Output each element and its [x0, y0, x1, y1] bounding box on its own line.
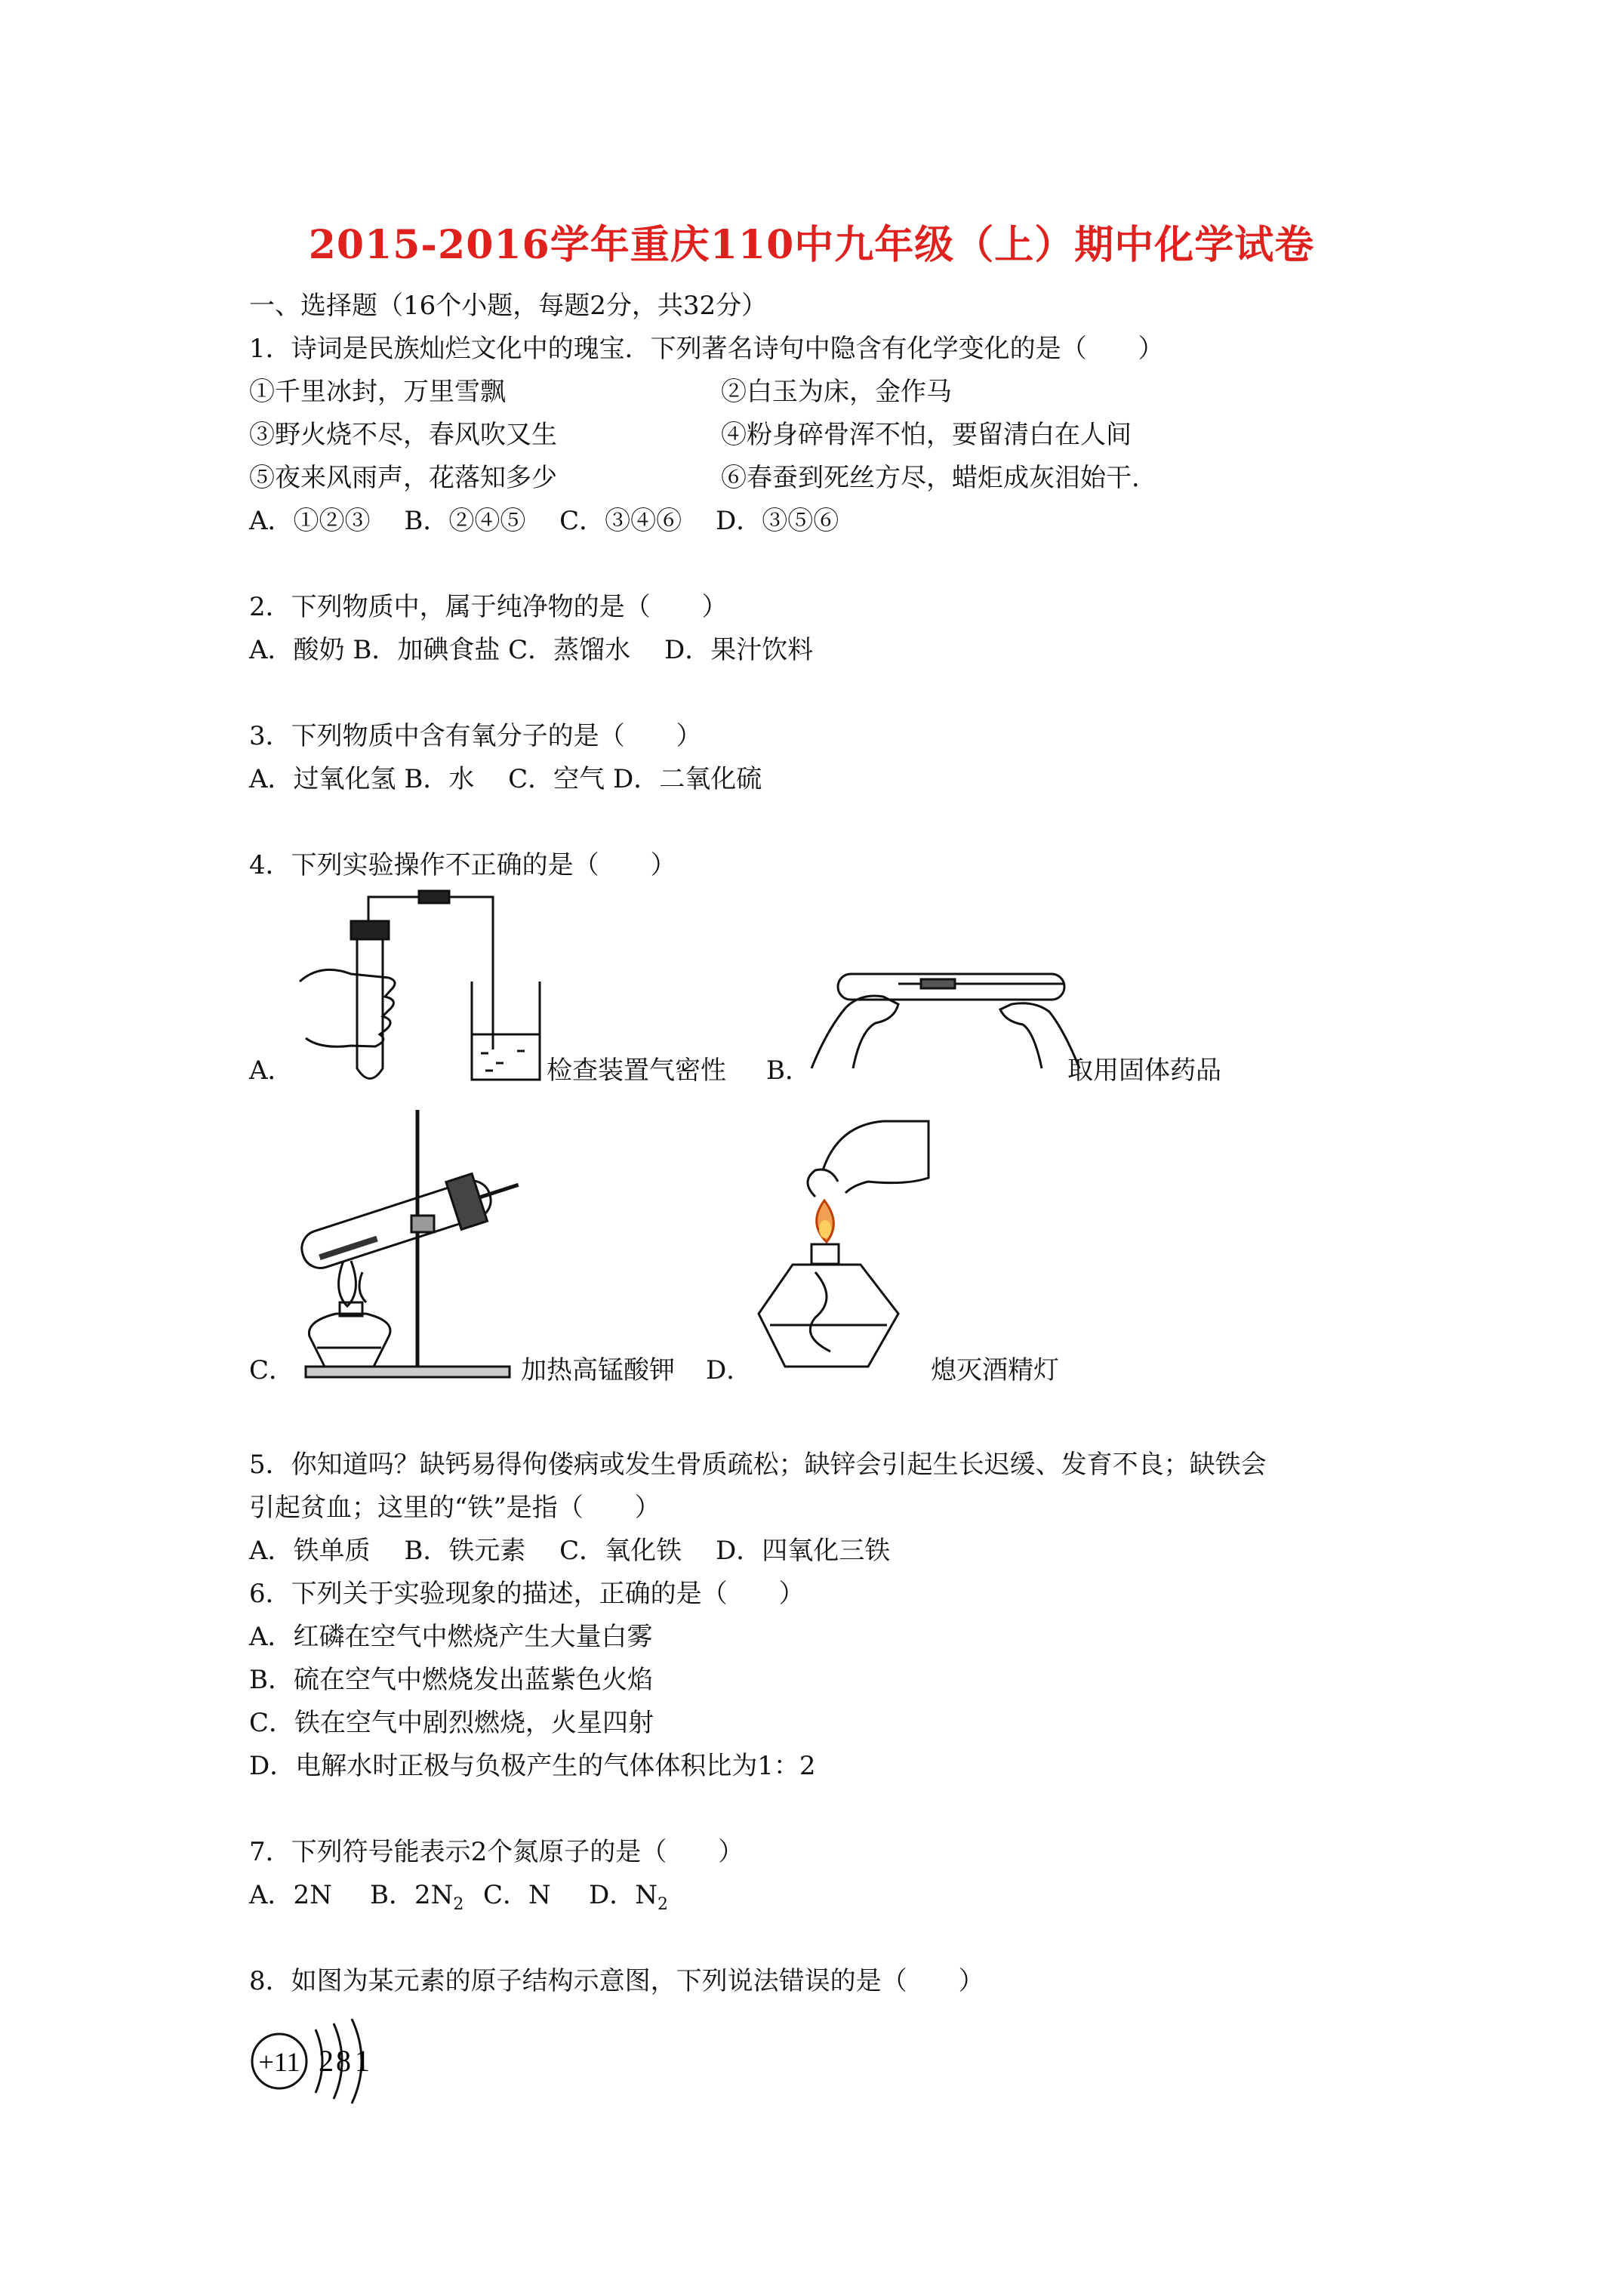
q6-option-a: A．红磷在空气中燃烧产生大量白雾: [249, 1622, 653, 1652]
q7-option-c: C．N: [483, 1880, 551, 1910]
q1-poem-5: ⑤夜来风雨声，花落知多少: [249, 463, 557, 493]
q1-stem: 1．诗词是民族灿烂文化中的瑰宝．下列著名诗句中隐含有化学变化的是（ ）: [249, 334, 1164, 364]
heating-kmno4-figure: [291, 1110, 532, 1382]
shell-2-electrons: 8: [336, 2044, 351, 2078]
q3-stem: 3．下列物质中含有氧分子的是（ ）: [249, 721, 702, 751]
q4-d-letter: D．: [706, 1355, 753, 1385]
q4-b-letter: B．: [766, 1056, 811, 1086]
q7-stem: 7．下列符号能表示2个氮原子的是（ ）: [249, 1837, 744, 1867]
nucleus-charge: +11: [258, 2047, 300, 2077]
q7-option-d-subscript: 2: [658, 1894, 669, 1914]
q6-option-d: D．电解水时正极与负极产生的气体体积比为1：2: [249, 1751, 816, 1781]
exam-title: 2015-2016学年重庆110中九年级（上）期中化学试卷: [308, 222, 1315, 268]
q7-option-b: [370, 1880, 463, 1920]
q7-option-d-text: D．N: [589, 1880, 658, 1910]
q7-option-b-subscript: 2: [453, 1894, 464, 1914]
q1-poem-4: ④粉身碎骨浑不怕，要留清白在人间: [721, 420, 1132, 450]
q7-option-b-text: B．2N: [370, 1880, 454, 1910]
q5-stem-line1: 5．你知道吗？缺钙易得佝偻病或发生骨质疏松；缺锌会引起生长迟缓、发育不良；缺铁会: [249, 1450, 1267, 1480]
q2-stem: 2．下列物质中，属于纯净物的是（ ）: [249, 592, 728, 622]
section-heading: 一、选择题（16个小题，每题2分，共32分）: [249, 291, 768, 321]
q1-poem-1: ①千里冰封，万里雪飘: [249, 377, 506, 407]
q7-option-d: [589, 1880, 668, 1920]
q6-stem: 6．下列关于实验现象的描述，正确的是（ ）: [249, 1579, 805, 1609]
q4-b-caption: 取用固体药品: [1067, 1056, 1221, 1086]
q4-a-letter: A．: [249, 1056, 294, 1086]
q4-c-letter: C．: [249, 1355, 295, 1385]
atom-structure-diagram: [249, 2008, 385, 2114]
q1-poem-2: ②白玉为床，金作马: [721, 377, 952, 407]
q4-stem: 4．下列实验操作不正确的是（ ）: [249, 850, 676, 880]
q7-option-a: A．2N: [249, 1880, 332, 1910]
q6-option-c: C．铁在空气中剧烈燃烧，火星四射: [249, 1708, 654, 1738]
extinguish-lamp-figure: [755, 1110, 944, 1382]
q6-option-b: B．硫在空气中燃烧发出蓝紫色火焰: [249, 1665, 653, 1695]
q5-options: A．铁单质 B．铁元素 C．氧化铁 D．四氧化三铁: [249, 1536, 891, 1566]
shell-3-electrons: 1: [355, 2044, 370, 2078]
airtightness-check-figure: [291, 891, 577, 1087]
q4-c-caption: 加热高锰酸钾: [521, 1355, 675, 1385]
q4-a-caption: 检查装置气密性: [547, 1056, 726, 1086]
solid-reagent-figure: [808, 948, 1087, 1076]
q1-options: A．①②③ B．②④⑤ C．③④⑥ D．③⑤⑥: [249, 506, 839, 536]
q3-options: A．过氧化氢 B．水 C．空气 D．二氧化硫: [249, 764, 762, 794]
q5-stem-line2: 引起贫血；这里的“铁”是指（ ）: [249, 1493, 661, 1523]
q1-poem-3: ③野火烧不尽，春风吹又生: [249, 420, 557, 450]
q1-poem-6: ⑥春蚕到死丝方尽，蜡炬成灰泪始干．: [721, 463, 1157, 493]
shell-1-electrons: 2: [319, 2044, 334, 2078]
q4-d-caption: 熄灭酒精灯: [931, 1355, 1059, 1385]
q2-options: A．酸奶 B．加碘食盐 C．蒸馏水 D．果汁饮料: [249, 635, 814, 665]
q8-stem: 8．如图为某元素的原子结构示意图，下列说法错误的是（ ）: [249, 1966, 984, 1996]
